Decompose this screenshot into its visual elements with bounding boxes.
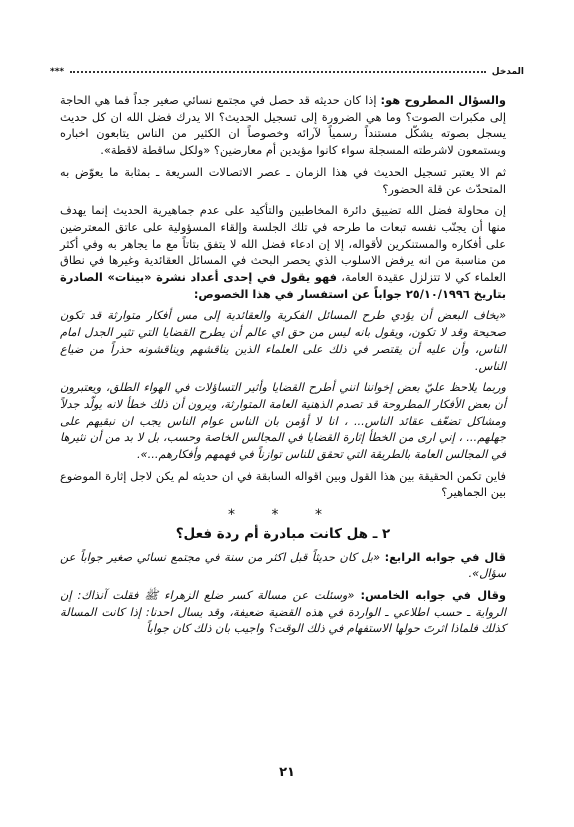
paragraph-recording: ثم الا يعتبر تسجيل الحديث في هذا الزمان ـ عصر الاتصالات السريعة ـ بمثابة ما يعوّض به المتحدّث عن قلة الحضور؟ (60, 164, 506, 196)
answer-fifth (60, 587, 506, 637)
paragraph-attempt (60, 202, 506, 302)
quote-first: «يخاف البعض أن يؤدي طرح المسائل الفكرية والعقائدية إلى مس أفكار متوارثة قد تكون صحيحة وقد لا تكون، ويقول بانه ليس من حق اي عالم أن يطرح القضايا التي تثير الجدل امام الناس، وأن عليه أن يقتصر في ذلك على العلماء الذين يناقشهم ويناقشونه حذراً من ضياع الناس. (60, 308, 506, 373)
paragraph-question-text: إذا كان حديثه قد حصل في مجتمع نسائي صغير جداً فما هي الحاجة إلى مكبرات الصوت؟ وما هي الضرورة إلى تسجيل الحديث؟ الا يدرك فضل الله ان كل حديث يسجل بصوته يشكّل مستنداً رسمياً لآرائه وخصوصاً ان الكثير من الناس يتابعون اخباره ويستمعون لاشرطته المسجلة سواء كانوا مؤيدين أم معارضين؟ «ولكل ساقطة لاقطة». (60, 93, 506, 158)
page-body (60, 92, 506, 642)
stars-divider: * * * (228, 507, 338, 524)
quote-second: وربما يلاحظ عليّ بعض إخواننا انني أطرح القضايا وأثير التساؤلات في الهواء الطلق، ويعتبرون أن بعض الأفكار المطروحة قد تصدم الذهنية العامة المتوارثة، ويرون أن ذلك خطأ لانه يولّد جدلاً ومشاكل تضعّف عقائد الناس... ، انا لا أؤمن بان الناس عوام الناس يجب ان نبقيهم على جهلهم... ، إني ارى من الخطأ إثارة القضايا في المجالس الخاصة وحسب، بل لا بد من أن نثيرها في المجالس العامة بالطريقة التي تحقق للناس توازناً في فهمهم وأفكارهم...». (60, 380, 506, 462)
header-dotted-rule (70, 71, 486, 73)
paragraph-attempt-bold: فهو يقول في إحدى أعداد نشرة «بينات» الصادرة بتاريخ ٢٥/١٠/١٩٩٦ جواباً عن استفسار في هذا الخصوص: (60, 270, 506, 301)
paragraph-attempt-text: إن محاولة فضل الله تضييق دائرة المخاطبين والتأكيد على عدم جماهيرية الحديث إنما يهدف منها أن يجنّب نفسه تبعات ما طرحه في تلك الجلسة وإلقاء المسؤولية على عاتق المعترضين على أفكاره والمستنكرين لأقواله، إلا إن ادعاء فضل الله لا يتفق بتاتاً مع ما يجاهر به وفي أكثر من مناسبة من انه يرفض الاسلوب الذي يحصر البحث في المسائل العقائدية وغيرها في نطاق العلماء كي لا تتزلزل عقيدة العامة، (60, 203, 506, 285)
answer-fourth-lead: قال في جوابه الرابع: (384, 549, 506, 564)
paragraph-truth: فاين تكمن الحقيقة بين هذا القول وبين اقواله السابقة في ان حديثه لم يكن لاجل إثارة الموضوع بين الجماهير؟ (60, 468, 506, 500)
paragraph-question-lead: والسؤال المطروح هو: (380, 93, 506, 107)
section-heading: ٢ ـ هل كانت مبادرة أم ردة فعل؟ (175, 525, 391, 542)
paragraph-question (60, 92, 506, 159)
page-number: ٢١ (279, 765, 295, 780)
answer-fifth-text: «وسئلت عن مسالة كسر ضلع الزهراء ﷺ فقلت آنذاك: إن الرواية ـ حسب اطلاعي ـ الواردة في هذه القضية ضعيفة، وقد يسال احدنا: إذا كانت المسالة كذلك فلماذا اثرتَ حولها الاستفهام في ذلك الوقت؟ واجيب بان ذلك كان جواباً (60, 587, 506, 636)
answer-fourth (60, 549, 506, 582)
running-header (50, 64, 524, 80)
header-section-title: المدخل (491, 67, 524, 77)
header-stars: *** (50, 67, 65, 77)
answer-fourth-text: «بل كان حديثاً قبل اكثر من سنة في مجتمع نسائي صغير جواباً عن سؤال». (60, 549, 506, 581)
answer-fifth-lead: وقال في جوابه الخامس: (360, 587, 506, 602)
